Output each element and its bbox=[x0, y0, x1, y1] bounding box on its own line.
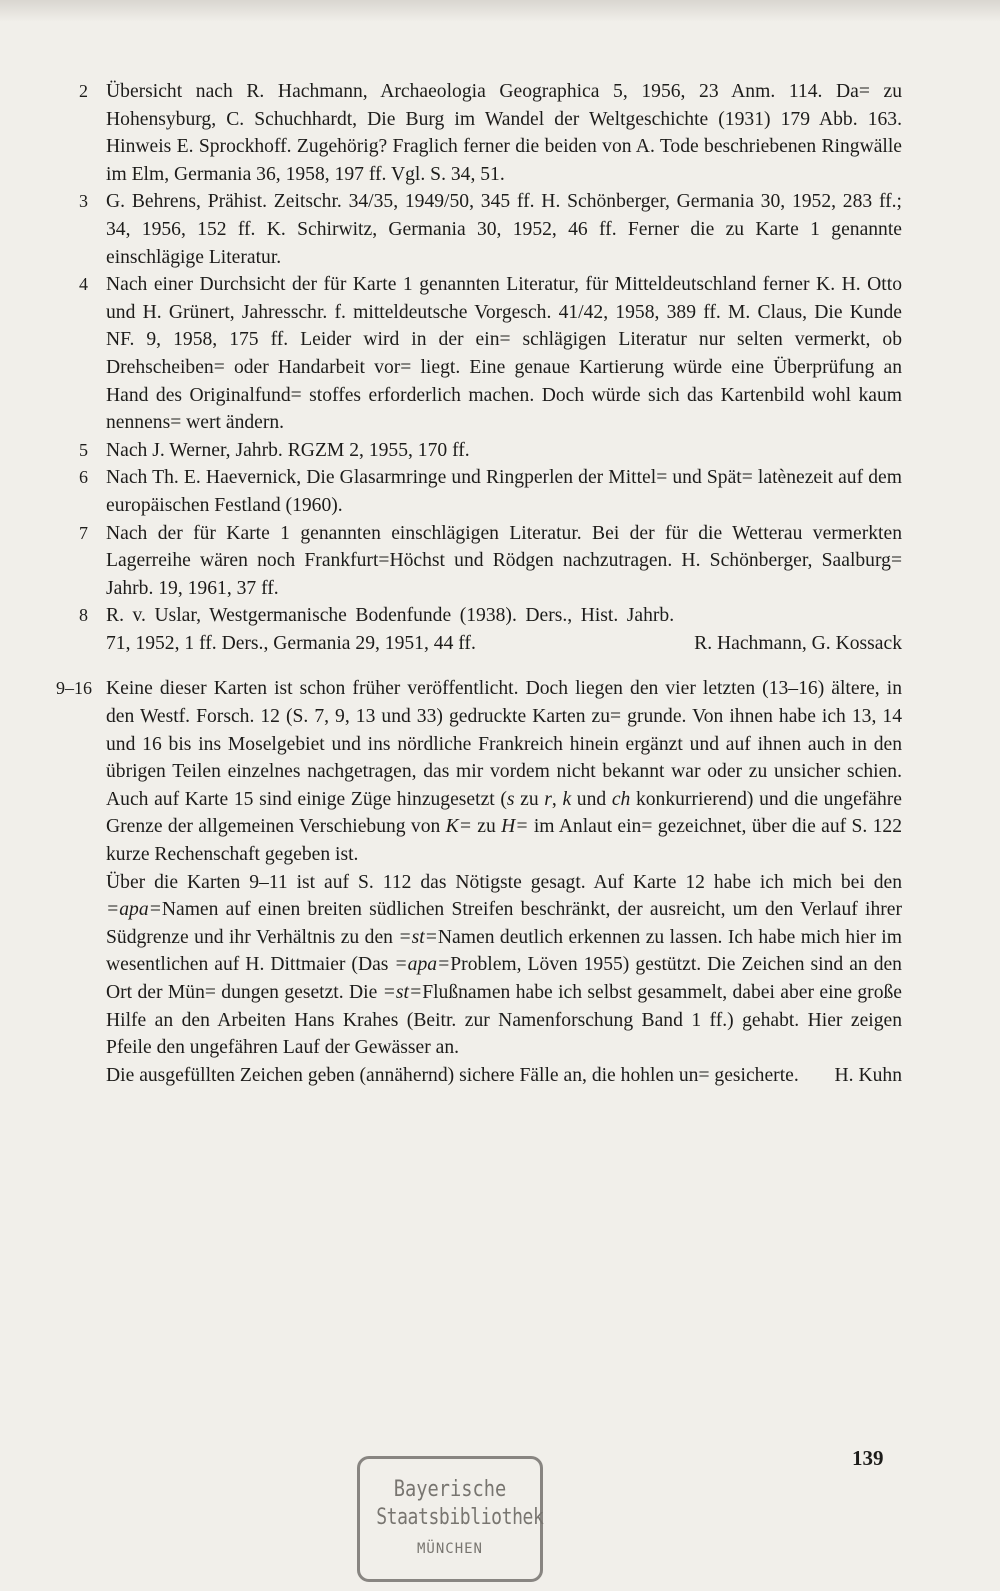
italic-run: K= bbox=[445, 816, 472, 838]
text-run: Namen deutlich erkennen zu lassen. Ich habe mich hier im wesentlichen auf H. Dittmaier (Das bbox=[106, 926, 902, 976]
note-text: G. Behrens, Prähist. Zeitschr. 34/35, 1949/50, 345 ff. H. Schönberger, Germania 30, 1952, 283 ff.; 34, 1956, 152 ff. K. Schirwitz, Germania 30, 1952, 46 ff. Ferner die zu Karte 1 genannte einschlägige Literatur. bbox=[106, 191, 902, 268]
text-run: und bbox=[571, 788, 612, 810]
note-8 bbox=[79, 602, 902, 657]
note-number: 3 bbox=[79, 191, 88, 212]
text-run: , bbox=[551, 788, 563, 810]
note-3 bbox=[79, 188, 902, 271]
italic-run: =st= bbox=[382, 982, 423, 1003]
italic-run: =apa= bbox=[394, 954, 451, 976]
note-6 bbox=[79, 464, 902, 519]
stamp-line-1: Bayerische bbox=[393, 1477, 507, 1502]
note-number: 8 bbox=[79, 605, 88, 626]
note-number: 6 bbox=[79, 467, 88, 488]
text-run: Über die Karten 9–11 ist auf S. 112 das Nötigste gesagt. Auf Karte 12 habe ich mich bei den bbox=[106, 871, 902, 893]
note-signature: H. Kuhn bbox=[834, 1064, 902, 1086]
note-paragraph-1 bbox=[106, 675, 902, 868]
italic-run: =apa= bbox=[106, 899, 162, 921]
note-signature: R. Hachmann, G. Kossack bbox=[694, 632, 902, 654]
italic-run: H= bbox=[501, 816, 529, 838]
italic-run: r bbox=[544, 788, 552, 810]
notes-section bbox=[0, 78, 1000, 1089]
note-text: Nach J. Werner, Jahrb. RGZM 2, 1955, 170 ff. bbox=[106, 439, 470, 461]
note-4 bbox=[79, 271, 902, 437]
note-number: 4 bbox=[79, 274, 88, 295]
note-7 bbox=[79, 520, 902, 603]
text-run: Keine dieser Karten ist schon früher veröffentlicht. Doch liegen den vier letzten (13–16) ältere, in den Westf. Forsch. 12 (S. 7, 9, 13 und 33) gedruckte Karten zu= grunde. Von ihnen habe ich 13, 14 und 16 bis ins Moselgebiet und ins nördliche Frankreich hinein ergänzt und auf ihnen auch in den übrigen Teilen einzelnes nachgetragen, das mir vordem nicht bekannt war oder zu unsicher schien. Auch auf Karte 15 sind einige Züge hinzugesetzt ( bbox=[106, 678, 902, 810]
text-run: zu bbox=[514, 788, 545, 810]
italic-run: ch bbox=[611, 788, 631, 810]
stamp-line-2: Staatsbibliothek bbox=[376, 1505, 544, 1530]
library-stamp bbox=[357, 1456, 543, 1582]
note-text: Nach einer Durchsicht der für Karte 1 genannten Literatur, für Mitteldeutschland ferner K. H. Otto und H. Grünert, Jahresschr. f. mitteldeutsche Vorgesch. 41/42, 1958, 389 ff. M. Claus, Die Kunde NF. 9, 1958, 175 ff. Leider wird in der ein= schlägigen Literatur nur selten vermerkt, ob Drehscheiben= oder Handarbeit vor= liegt. Eine genaue Kartierung würde eine Überprüfung an Hand des Originalfund= stoffes erforderlich machen. Doch würde sich das Kartenbild wohl kaum nennens= wert ändern. bbox=[106, 274, 902, 434]
page-top-edge bbox=[0, 0, 1000, 22]
stamp-line-3: MÜNCHEN bbox=[416, 1541, 483, 1557]
note-number: 5 bbox=[79, 439, 88, 460]
text-run: konkurrierend) und die ungefähre Grenze der allgemeinen Verschiebung von bbox=[106, 788, 903, 838]
text-run: Problem, Löven 1955) gestützt. Die Zeichen sind an den Ort der Mün= dungen gesetzt. Die bbox=[106, 954, 902, 1003]
note-text: Nach der für Karte 1 genannten einschlägigen Literatur. Bei der für die Wetterau vermerkten Lagerreihe wären noch Frankfurt=Höchst und Rödgen nachzutragen. H. Schönberger, Saalburg= Jahrb. 19, 1961, 37 ff. bbox=[106, 522, 902, 599]
italic-run: s bbox=[506, 788, 515, 810]
note-paragraph-3 bbox=[106, 1062, 902, 1090]
text-run: Flußnamen habe ich selbst gesammelt, dabei aber eine große Hilfe an den Arbeiten Hans Krahes (Beitr. zur Namenforschung Band 1 ff.) gehabt. Hier zeigen Pfeile den ungefähren Lauf der Gewässer an. bbox=[106, 982, 902, 1059]
note-number: 9–16 bbox=[56, 678, 92, 699]
text-run: Namen auf einen breiten südlichen Streifen beschränkt, der ausreicht, um den Verlauf ihrer Südgrenze und ihr Verhältnis zu den bbox=[106, 899, 902, 948]
note-paragraph-2 bbox=[106, 869, 902, 1062]
text-run: zu bbox=[471, 816, 502, 838]
text-run: im Anlaut ein= gezeichnet, über die auf S. 122 kurze Rechenschaft gegeben ist. bbox=[106, 816, 902, 866]
note-text-with-signature bbox=[106, 602, 902, 657]
note-9-16 bbox=[56, 675, 903, 1089]
note-5 bbox=[79, 437, 902, 465]
note-text: Die ausgefüllten Zeichen geben (annähernd) sichere Fälle an, die hohlen un= gesicherte. bbox=[106, 1064, 799, 1086]
note-2 bbox=[79, 78, 902, 188]
note-number: 2 bbox=[79, 81, 88, 101]
note-number: 7 bbox=[79, 522, 88, 543]
note-text: Übersicht nach R. Hachmann, Archaeologia Geographica 5, 1956, 23 Anm. 114. Da= zu Hohensyburg, C. Schuchhardt, Die Burg im Wandel der Weltgeschichte (1931) 179 Abb. 163. Hinweis E. Sprockhoff. Zugehörig? Fraglich ferner die beiden von A. Tode beschriebenen Ringwälle im Elm, Germania 36, 1958, 197 ff. Vgl. S. 34, 51. bbox=[106, 81, 902, 185]
note-text: Nach Th. E. Haevernick, Die Glasarmringe und Ringperlen der Mittel= und Spät= latènezeit auf dem europäischen Festland (1960). bbox=[106, 467, 902, 516]
italic-run: k bbox=[562, 788, 572, 810]
italic-run: =st= bbox=[398, 926, 438, 948]
page-number: 139 bbox=[852, 1446, 884, 1470]
note-text: R. v. Uslar, Westgermanische Bodenfunde (1938). Ders., Hist. Jahrb. 71, 1952, 1 ff. Ders., Germania 29, 1951, 44 ff. bbox=[106, 605, 675, 654]
